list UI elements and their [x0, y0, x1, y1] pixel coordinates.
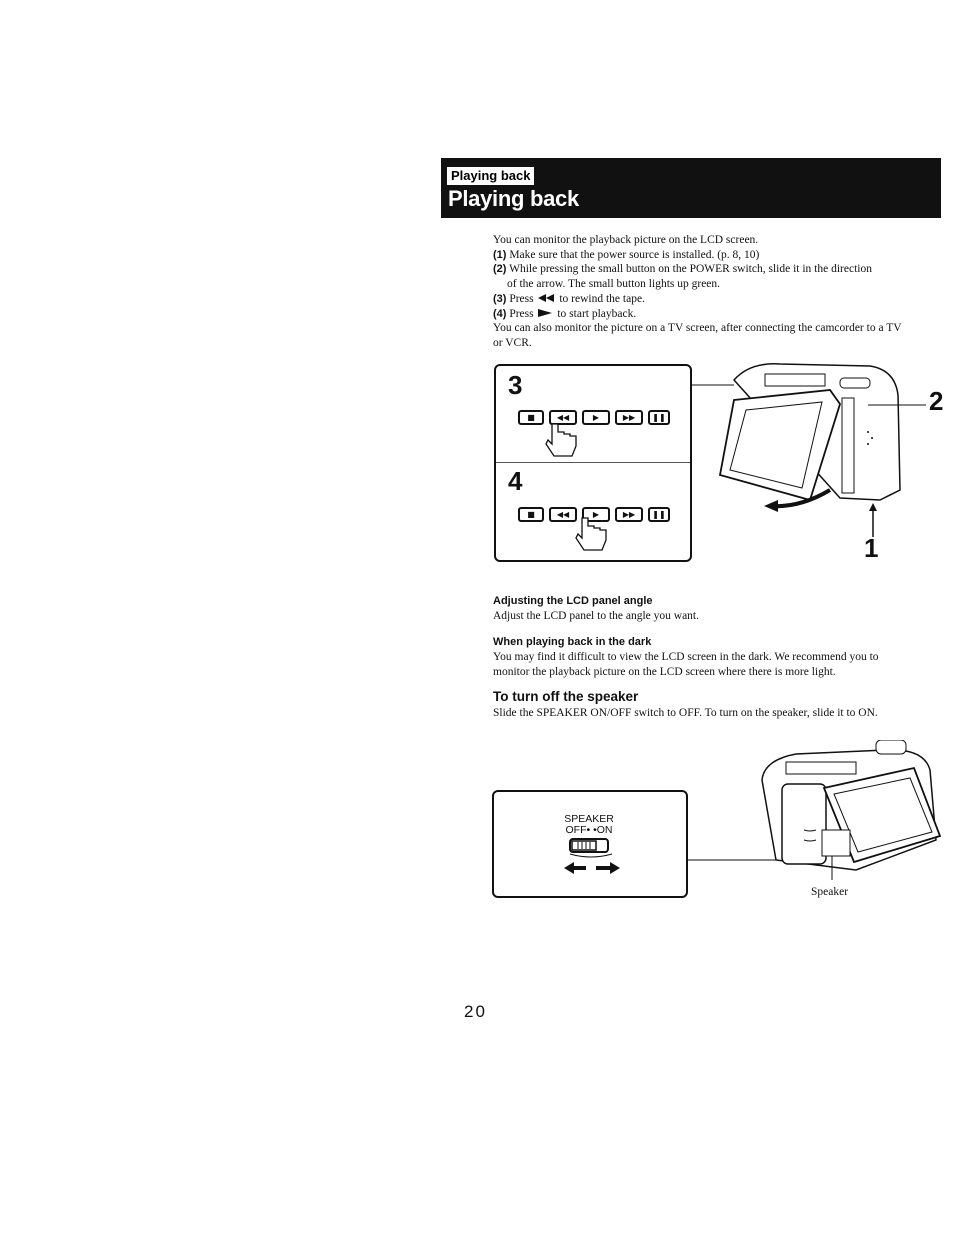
button-panel-figure [494, 364, 692, 562]
dark-text [493, 650, 943, 679]
step-text-post: to start playback. [557, 307, 637, 320]
step-2 [493, 262, 943, 277]
hand-pointer-icon [574, 516, 614, 554]
transport-buttons-top [518, 410, 670, 425]
step-3 [493, 292, 943, 307]
callout-number-2: 2 [929, 386, 944, 416]
play-icon [536, 309, 554, 317]
step-1 [493, 248, 943, 263]
section-tab-label: Playing back [447, 167, 534, 185]
pause-button: ❚❚ [648, 507, 670, 522]
speaker-heading: To turn off the speaker [493, 689, 639, 704]
intro-text: You can monitor the playback picture on the LCD screen. [493, 234, 759, 246]
speaker-caption: Speaker [811, 886, 849, 898]
instructions-block [493, 233, 943, 351]
callout-line-2 [868, 395, 928, 415]
figure-step-number: 3 [508, 370, 523, 400]
pause-button: ❚❚ [648, 410, 670, 425]
camcorder-speaker-illustration [686, 740, 946, 890]
dark-text-line2: monitor the playback picture on the LCD screen where there is more light. [493, 665, 836, 678]
tv-note-line1: You can also monitor the picture on a TV screen, after connecting the camcorder to a TV [493, 322, 902, 335]
speaker-switch-positions: OFF• •ON [565, 824, 613, 836]
slide-direction-arrows-icon [564, 860, 620, 876]
step-text-post: to rewind the tape. [559, 292, 645, 305]
step-text: While pressing the small button on the POWER switch, slide it in the direction [509, 263, 872, 276]
speaker-switch-figure [492, 790, 688, 898]
lcd-angle-heading: Adjusting the LCD panel angle [493, 595, 653, 607]
step-text-pre: Press [509, 307, 534, 320]
step-text-pre: Press [509, 292, 534, 305]
step-number: (3) [493, 292, 507, 305]
page-title: Playing back [448, 186, 579, 211]
play-button: ▶ [582, 507, 610, 522]
step-number: (2) [493, 263, 507, 276]
up-arrow-icon [866, 503, 880, 537]
dark-text-line1: You may find it difficult to view the LCD screen in the dark. We recommend you to [493, 651, 879, 663]
dark-heading: When playing back in the dark [493, 636, 652, 648]
step-number: (4) [493, 307, 507, 320]
rewind-icon [536, 294, 556, 302]
page-number: 20 [464, 1002, 487, 1021]
step-text: Make sure that the power source is installed. (p. 8, 10) [509, 248, 760, 261]
speaker-text: Slide the SPEAKER ON/OFF switch to OFF. To turn on the speaker, slide it to ON. [493, 707, 878, 719]
panel-divider [496, 462, 690, 463]
figure-step-number: 4 [508, 466, 523, 496]
stop-button: ■ [518, 410, 544, 425]
play-button: ▶ [582, 410, 610, 425]
fast-forward-button: ▶▶ [615, 507, 643, 522]
stop-button: ■ [518, 507, 544, 522]
speaker-slide-switch [568, 836, 614, 858]
step-number: (1) [493, 248, 507, 261]
speaker-switch-label: SPEAKER [564, 813, 614, 825]
camcorder-lcd-illustration [690, 360, 905, 520]
hand-pointer-icon [544, 422, 584, 460]
callout-number-1: 1 [864, 533, 879, 563]
rewind-button: ◀◀ [549, 507, 577, 522]
tv-note-line2: or VCR. [493, 336, 532, 349]
rewind-button: ◀◀ [549, 410, 577, 425]
step-4 [493, 307, 943, 322]
fast-forward-button: ▶▶ [615, 410, 643, 425]
lcd-angle-text: Adjust the LCD panel to the angle you want. [493, 610, 700, 622]
step-2-continued: of the arrow. The small button lights up green. [507, 278, 721, 291]
